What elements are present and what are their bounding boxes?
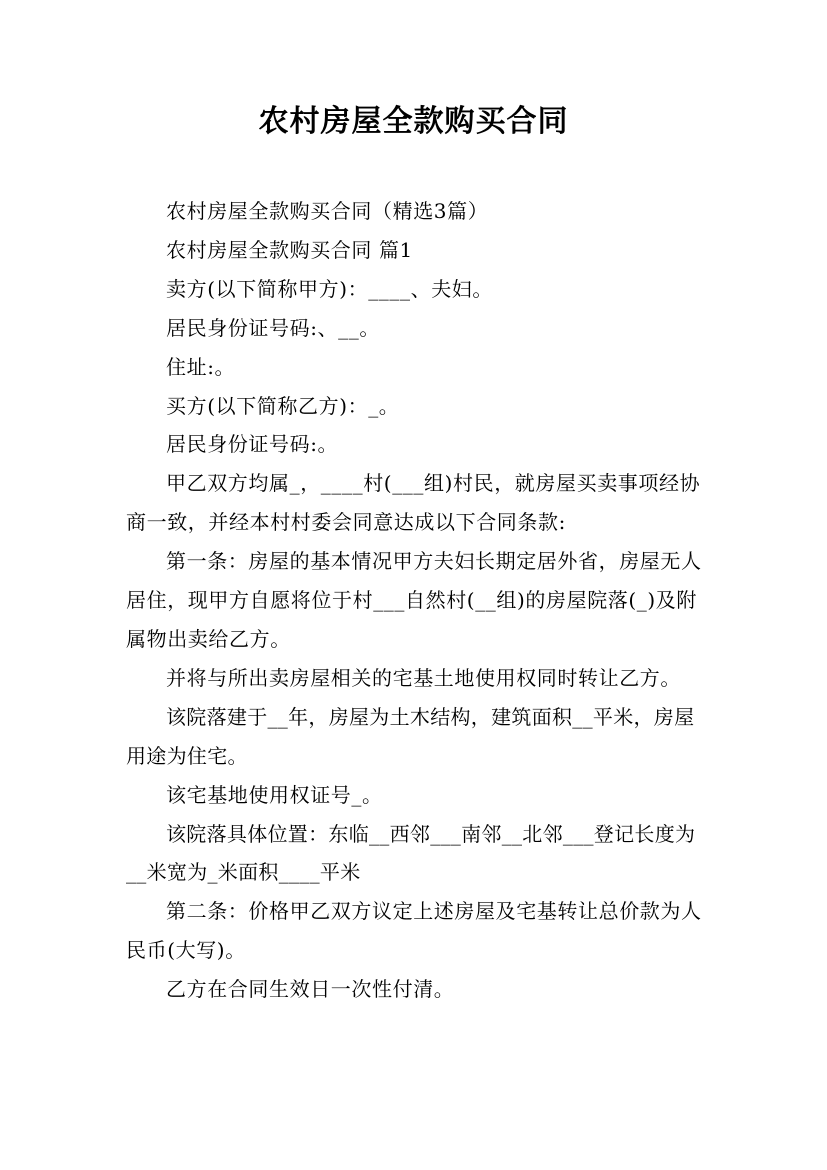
paragraph-location: 该院落具体位置：东临__西邻___南邻__北邻___登记长度为__米宽为_米面积____平米 [126, 821, 696, 885]
paragraph-address: 住址:。 [166, 354, 236, 379]
paragraph-part-heading: 农村房屋全款购买合同 篇1 [166, 237, 413, 262]
document-body [126, 192, 704, 1009]
paragraph-construction: 该院落建于__年，房屋为土木结构，建筑面积__平米，房屋用途为住宅。 [126, 704, 695, 768]
paragraph-payment: 乙方在合同生效日一次性付清。 [166, 977, 455, 1002]
paragraph-seller: 卖方(以下简称甲方)：____、夫妇。 [166, 276, 494, 301]
paragraph-land-transfer: 并将与所出卖房屋相关的宅基土地使用权同时转让乙方。 [166, 665, 681, 690]
paragraph-article-2: 第二条：价格甲乙双方议定上述房屋及宅基转让总价款为人民币(大写)。 [126, 899, 702, 963]
document-title: 农村房屋全款购买合同 [258, 104, 569, 139]
paragraph-buyer: 买方(以下简称乙方)：_。 [166, 393, 400, 418]
paragraph-certificate: 该宅基地使用权证号_。 [166, 782, 383, 807]
paragraph-preamble: 甲乙双方均属_，____村(___组)村民，就房屋买卖事项经协商一致，并经本村村委会同意达成以下合同条款: [126, 471, 701, 535]
paragraph-seller-id: 居民身份证号码:、__。 [166, 315, 380, 340]
paragraph-article-1: 第一条：房屋的基本情况甲方夫妇长期定居外省，房屋无人居住，现甲方自愿将位于村___自然村(__组)的房屋院落(_)及附属物出卖给乙方。 [126, 549, 702, 651]
paragraph-collection-title: 农村房屋全款购买合同（精选3篇） [166, 199, 489, 223]
paragraph-buyer-id: 居民身份证号码:。 [166, 432, 339, 457]
